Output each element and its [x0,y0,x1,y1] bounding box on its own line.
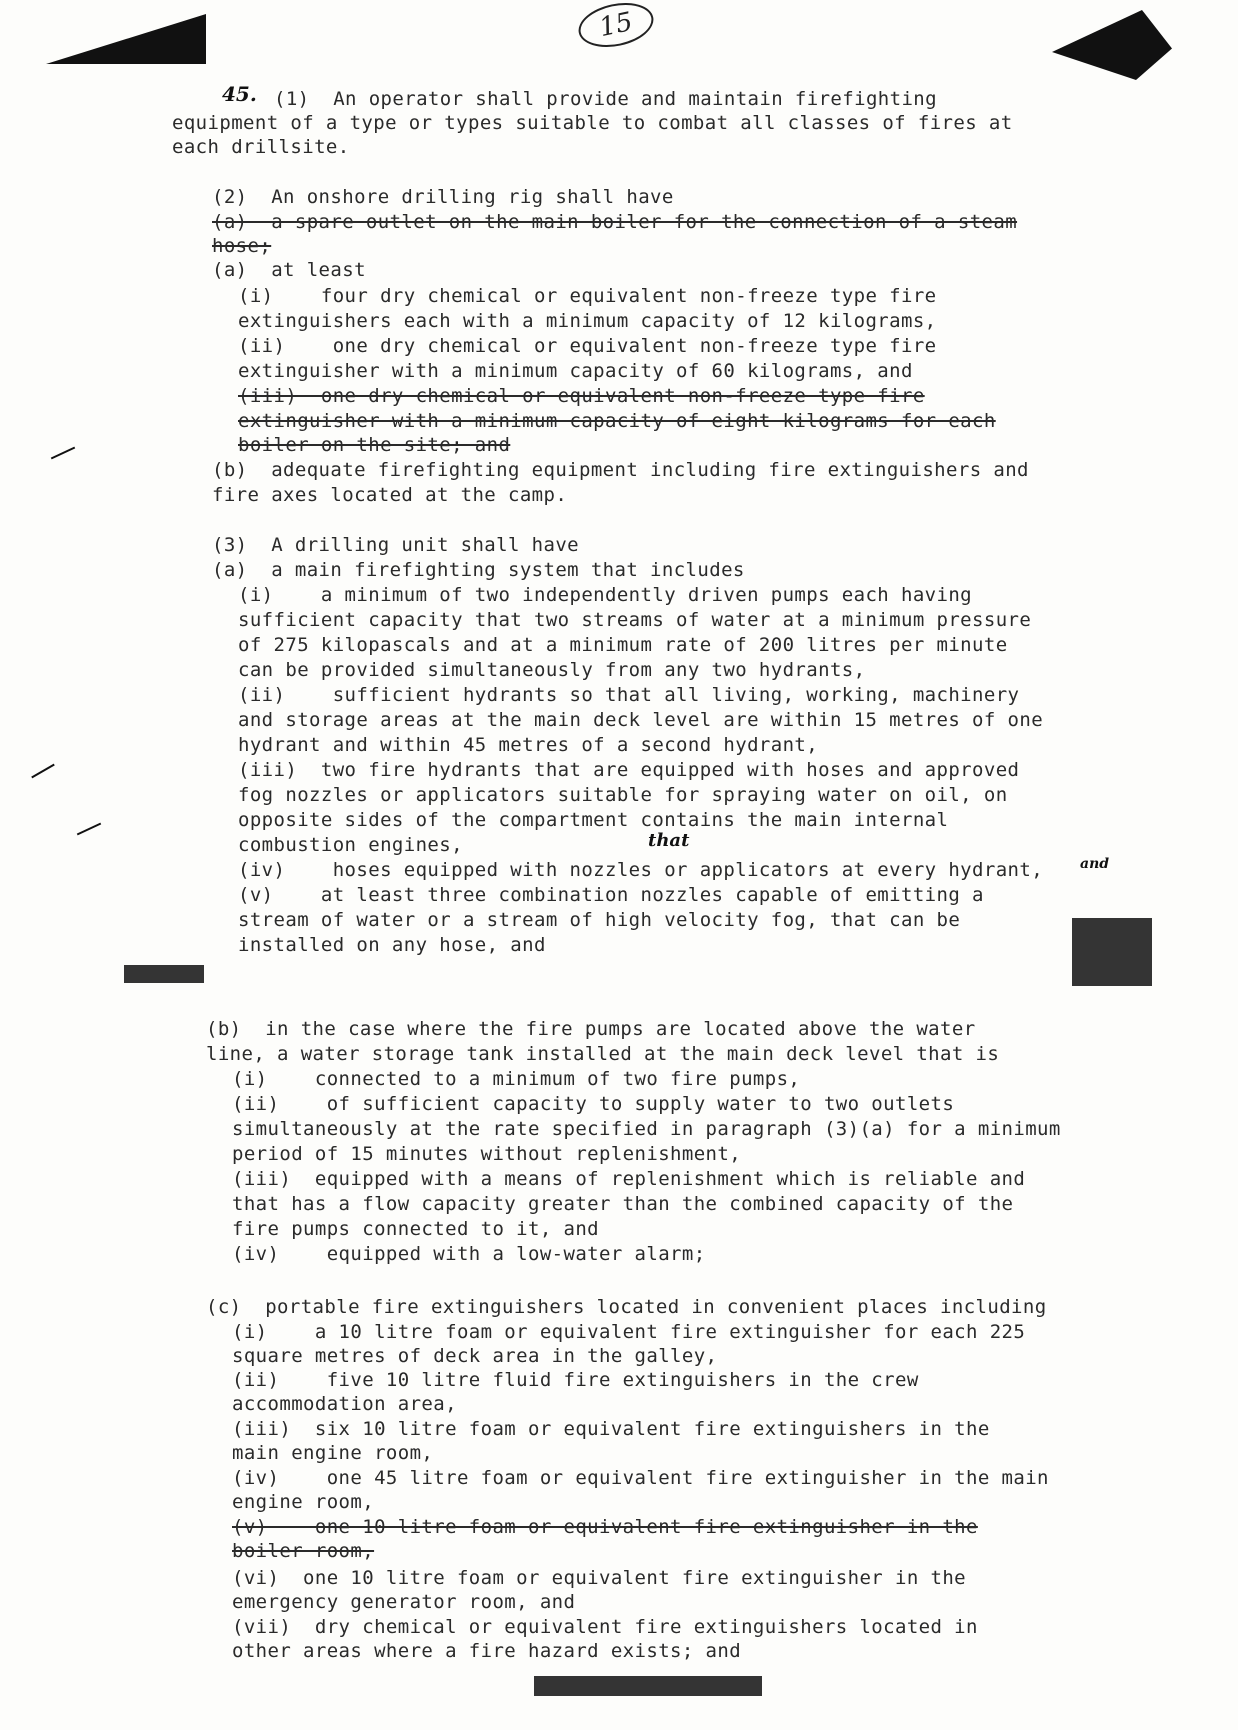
handwritten-and: and [1080,856,1110,872]
s2-line-struck: (iii) one dry chemical or equivalent non-freeze type fire [238,385,925,407]
s3-line: of 275 kilopascals and at a minimum rate of 200 litres per minute [238,634,1008,656]
s4-line: that has a flow capacity greater than the combined capacity of the [232,1193,1014,1215]
s4-line: line, a water storage tank installed at the main deck level that is [206,1043,1000,1065]
s2-line: (ii) one dry chemical or equivalent non-freeze type fire [238,335,937,357]
s5-line: square metres of deck area in the galley, [232,1345,718,1367]
margin-tick-mark [51,447,75,460]
intro-line: equipment of a type or types suitable to combat all classes of fires at [172,112,1013,134]
s3-line: (3) A drilling unit shall have [212,534,580,556]
s5-line: (i) a 10 litre foam or equivalent fire extinguisher for each 225 [232,1321,1026,1343]
section-number: 45. [222,82,257,106]
s5-line: (c) portable fire extinguishers located in convenient places including [206,1296,1047,1318]
s2-line-struck: (a) a spare outlet on the main boiler for the connection of a steam [212,211,1018,233]
s3-line: and storage areas at the main deck level are within 15 metres of one [238,709,1044,731]
s5-line: other areas where a fire hazard exists; and [232,1640,742,1662]
s3-line: (i) a minimum of two independently driven pumps each having [238,584,973,606]
s5-line: engine room, [232,1491,375,1513]
s3-line: opposite sides of the compartment contains the main internal [238,809,949,831]
margin-tick-mark [31,764,55,779]
s3-line: (iv) hoses equipped with nozzles or applicators at every hydrant, [238,859,1044,881]
s2-line-struck: boiler on the site; and [238,434,511,456]
s3-line: fog nozzles or applicators suitable for spraying water on oil, on [238,784,1008,806]
s3-line: installed on any hose, and [238,934,546,956]
s4-line: simultaneously at the rate specified in paragraph (3)(a) for a minimum [232,1118,1061,1140]
page-number-circled: 15 [574,0,657,53]
s5-line: main engine room, [232,1442,434,1464]
s4-line: fire pumps connected to it, and [232,1218,600,1240]
s2-line: fire axes located at the camp. [212,484,568,506]
s2-line: extinguishers each with a minimum capacity of 12 kilograms, [238,310,937,332]
s4-line: period of 15 minutes without replenishment, [232,1143,742,1165]
margin-tick-mark [77,823,101,836]
s3-line: hydrant and within 45 metres of a second hydrant, [238,734,819,756]
s3-line: (ii) sufficient hydrants so that all living, working, machinery [238,684,1020,706]
s4-line: (b) in the case where the fire pumps are located above the water [206,1018,976,1040]
s4-line: (iii) equipped with a means of replenishment which is reliable and [232,1168,1026,1190]
s5-line-struck: (v) one 10 litre foam or equivalent fire extinguisher in the [232,1516,978,1538]
s3-line: sufficient capacity that two streams of water at a minimum pressure [238,609,1032,631]
s2-line: (a) at least [212,259,366,281]
s2-line-struck: hose; [212,235,272,257]
s3-line: (iii) two fire hydrants that are equipped with hoses and approved [238,759,1020,781]
s5-line: (vi) one 10 litre foam or equivalent fire extinguisher in the [232,1567,967,1589]
s3-line: (v) at least three combination nozzles capable of emitting a [238,884,984,906]
s5-line: (iv) one 45 litre foam or equivalent fire extinguisher in the main [232,1467,1049,1489]
s4-line: (ii) of sufficient capacity to supply water to two outlets [232,1093,955,1115]
s5-line: (iii) six 10 litre foam or equivalent fire extinguishers in the [232,1418,990,1440]
s5-line: emergency generator room, and [232,1591,576,1613]
s3-line: stream of water or a stream of high velocity fog, that can be [238,909,961,931]
handwritten-that: that [648,830,690,851]
s2-line: extinguisher with a minimum capacity of 60 kilograms, and [238,360,913,382]
s4-line: (iv) equipped with a low-water alarm; [232,1243,706,1265]
s2-line: (i) four dry chemical or equivalent non-freeze type fire [238,285,937,307]
s4-line: (i) connected to a minimum of two fire pumps, [232,1068,801,1090]
intro-line: (1) An operator shall provide and maintain firefighting [274,88,937,110]
s2-line: (2) An onshore drilling rig shall have [212,186,674,208]
s2-line-struck: extinguisher with a minimum capacity of eight kilograms for each [238,410,996,432]
s5-line-struck: boiler room, [232,1540,375,1562]
s5-line: (vii) dry chemical or equivalent fire extinguishers located in [232,1616,978,1638]
s5-line: (ii) five 10 litre fluid fire extinguishers in the crew [232,1369,919,1391]
s2-line: (b) adequate firefighting equipment including fire extinguishers and [212,459,1029,481]
s3-line: combustion engines, [238,834,463,856]
s5-line: accommodation area, [232,1393,457,1415]
intro-line: each drillsite. [172,136,350,158]
s3-line: (a) a main firefighting system that includes [212,559,745,581]
s3-line: can be provided simultaneously from any two hydrants, [238,659,866,681]
